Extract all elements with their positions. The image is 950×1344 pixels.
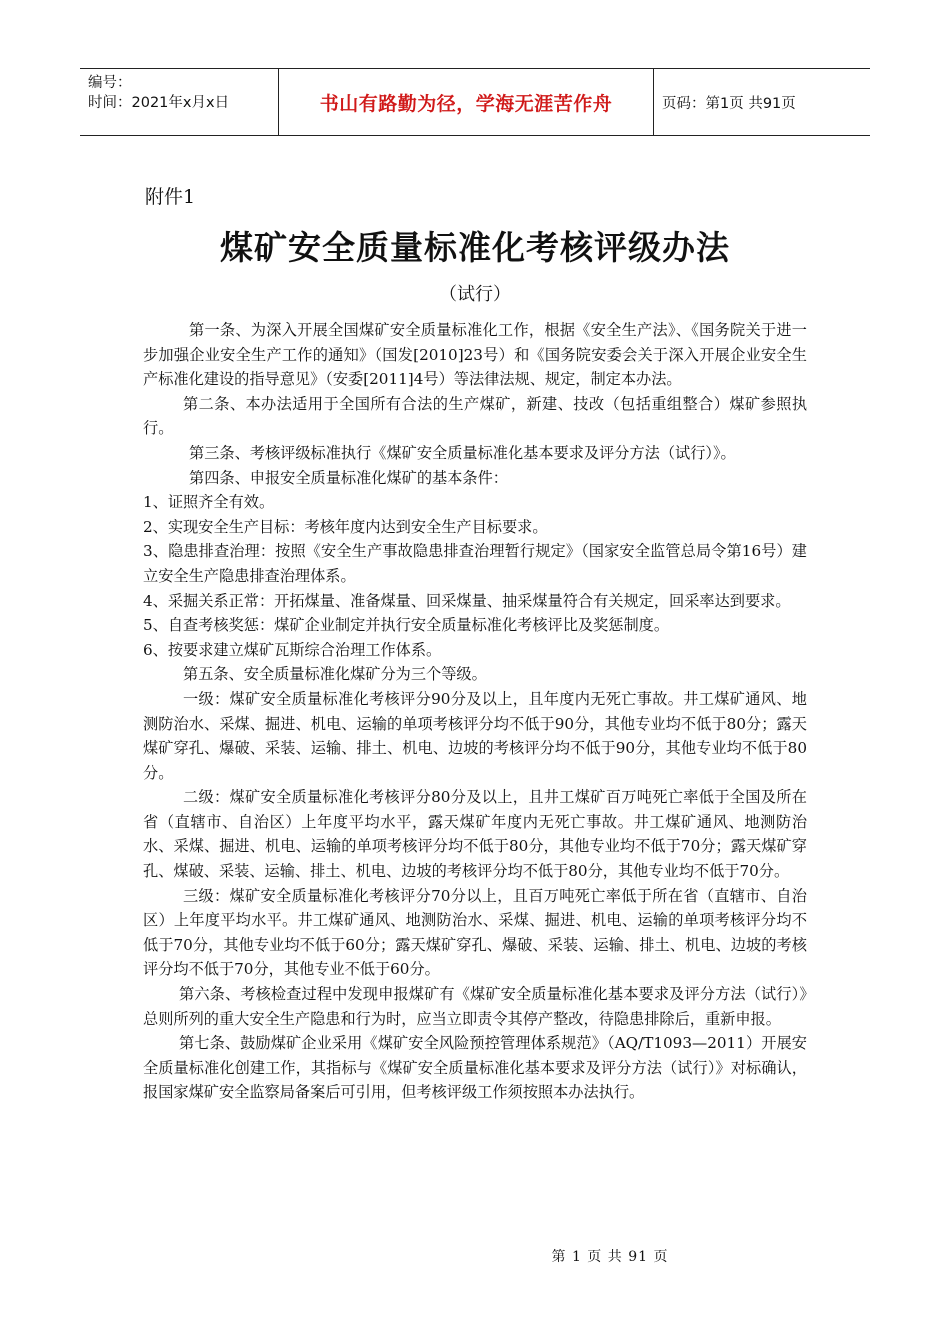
paragraph-article-3: 第三条、考核评级标准执行《煤矿安全质量标准化基本要求及评分方法（试行）》。 <box>189 443 736 462</box>
paragraph-article-7: 第七条、鼓励煤矿企业采用《煤矿安全风险预控管理体系规范》（AQ/T1093—2011）开展安全质量标准化创建工作，其指标与《煤矿安全质量标准化基本要求及评分方法（试行）》对标确认，报国家煤矿安全监察局备案后可引用，但考核评级工作须按照本办法执行。 <box>143 1034 807 1102</box>
document-subtitle: （试行） <box>439 284 511 305</box>
paragraph-article-4: 第四条、申报安全质量标准化煤矿的基本条件： <box>189 468 508 487</box>
paragraph-level-1: 一级：煤矿安全质量标准化考核评分90分及以上，且年度内无死亡事故。井工煤矿通风、地测防治水、采煤、掘进、机电、运输的单项考核评分均不低于90分，其他专业均不低于80分；露天煤矿穿孔、爆破、采装、运输、排土、机电、边坡的考核评分均不低于90分，其他专业均不低于80分。 <box>143 689 807 782</box>
paragraph-article-6: 第六条、考核检查过程中发现申报煤矿有《煤矿安全质量标准化基本要求及评分方法（试行）》总则所列的重大安全生产隐患和行为时，应当立即责令其停产整改，待隐患排除后，重新申报。 <box>143 985 807 1028</box>
page-footer: 第 1 页 共 91 页 <box>551 1249 669 1265</box>
list-item-condition-4: 4、采掘关系正常：开拓煤量、准备煤量、回采煤量、抽采煤量符合有关规定，回采率达到要求。 <box>143 591 791 610</box>
list-item-condition-5: 5、自查考核奖惩：煤矿企业制定并执行安全质量标准化考核评比及奖惩制度。 <box>143 616 670 635</box>
paragraph-level-3: 三级：煤矿安全质量标准化考核评分70分以上，且百万吨死亡率低于所在省（直辖市、自治区）上年度平均水平。井工煤矿通风、地测防治水、采煤、掘进、机电、运输的单项考核评分均不低于70分，其他专业均不低于60分；露天煤矿穿孔、爆破、采装、运输、排土、机电、边坡的考核评分均不低于70分，其他专业不低于60分。 <box>143 886 807 979</box>
document-body <box>143 318 807 1105</box>
paragraph-article-1: 第一条、为深入开展全国煤矿安全质量标准化工作，根据《安全生产法》、《国务院关于进一步加强企业安全生产工作的通知》（国发[2010]23号）和《国务院安委会关于深入开展企业安全生产标准化建设的指导意见》（安委[2011]4号）等法律法规、规定，制定本办法。 <box>143 321 807 389</box>
paragraph-article-2: 第二条、本办法适用于全国所有合法的生产煤矿，新建、技改（包括重组整合）煤矿参照执行。 <box>143 394 807 438</box>
list-item-condition-3: 3、隐患排查治理：按照《安全生产事故隐患排查治理暂行规定》（国家安全监管总局令第16号）建立安全生产隐患排查治理体系。 <box>143 542 807 585</box>
number-label: 编号： <box>88 75 132 91</box>
header-page-info: 页码：第1页 共91页 <box>662 95 796 112</box>
header-motto: 书山有路勤为径，学海无涯苦作舟 <box>278 69 654 135</box>
header-meta <box>80 69 278 135</box>
attachment-label: 附件1 <box>145 186 196 208</box>
paragraph-article-5: 第五条、安全质量标准化煤矿分为三个等级。 <box>183 665 487 684</box>
paragraph-level-2: 二级：煤矿安全质量标准化考核评分80分及以上，且井工煤矿百万吨死亡率低于全国及所在省（直辖市、自治区）上年度平均水平，露天煤矿年度内无死亡事故。井工煤矿通风、地测防治水、采煤、掘进、机电、运输的单项考核评分均不低于80分，其他专业均不低于70分；露天煤矿穿孔、煤破、采装、运输、排土、机电、边坡的考核评分均不低于80分，其他专业均不低于70分。 <box>143 788 807 881</box>
date-label: 时间：2021年x月x日 <box>88 95 230 111</box>
list-item-condition-1: 1、证照齐全有效。 <box>143 493 275 512</box>
document-header <box>80 68 870 136</box>
list-item-condition-6: 6、按要求建立煤矿瓦斯综合治理工作体系。 <box>143 640 442 659</box>
list-item-condition-2: 2、实现安全生产目标：考核年度内达到安全生产目标要求。 <box>143 517 548 536</box>
document-title: 煤矿安全质量标准化考核评级办法 <box>220 228 730 267</box>
